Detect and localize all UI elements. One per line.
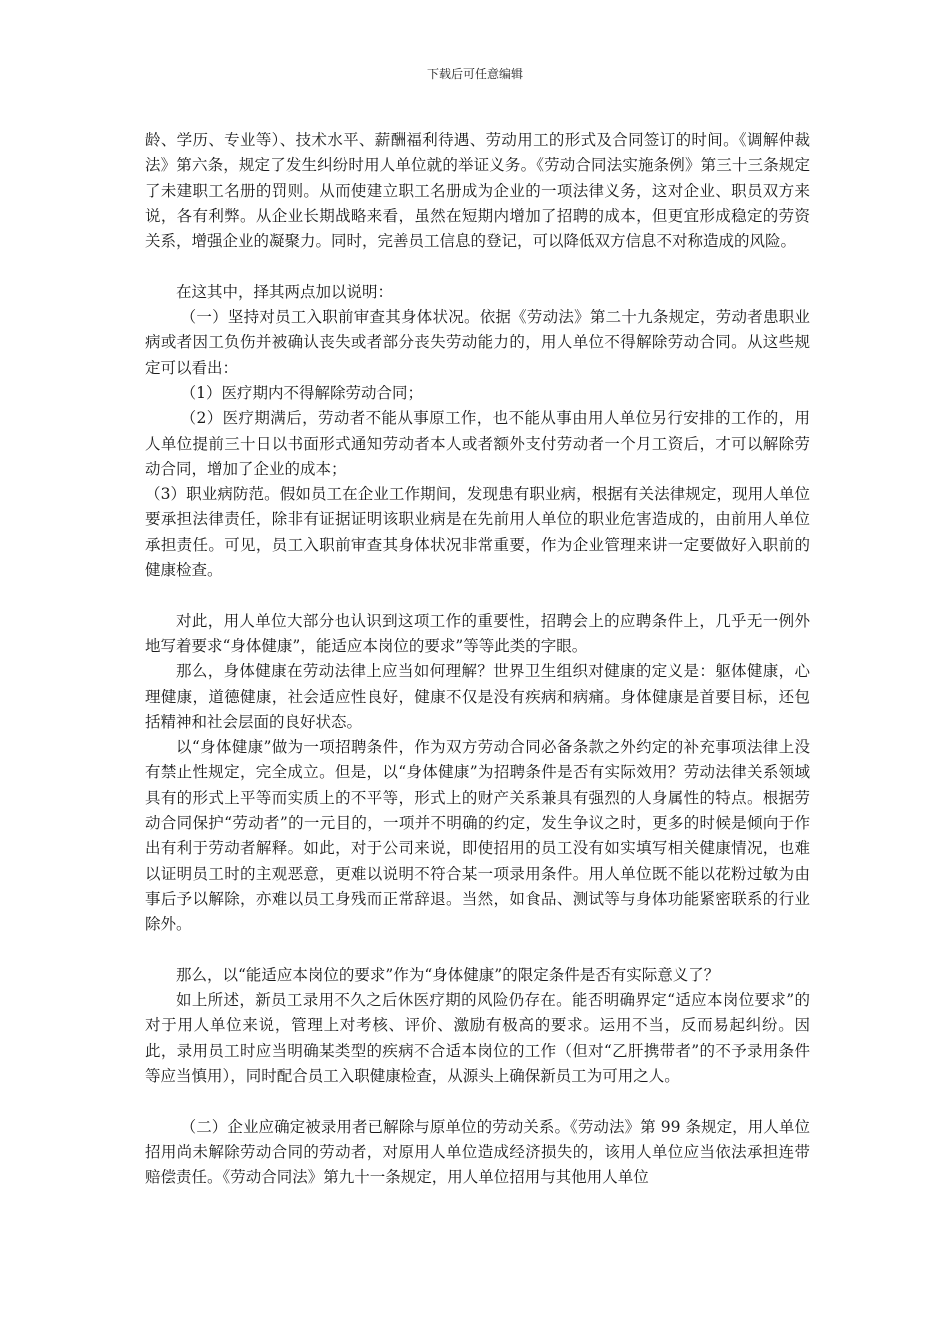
- paragraph-spacer: [145, 254, 810, 279]
- paragraph-spacer: [145, 938, 810, 963]
- paragraph-6: 以“身体健康”做为一项招聘条件，作为双方劳动合同必备条款之外约定的补充事项法律上没有禁止性规定，完全成立。但是，以“身体健康”为招聘条件是否有实际效用？劳动法律关系领域具有的形式上平等而实质上的不平等，形式上的财产关系兼具有强烈的人身属性的特点。根据劳动合同保护“劳动者”的一元目的，一项并不明确的约定，发生争议之时，更多的时候是倾向于作出有利于劳动者解释。如此，对于公司来说，即使招用的员工没有如实填写相关健康情况，也难以证明员工时的主观恶意，更难以说明不符合某一项录用条件。用人单位既不能以花粉过敏为由事后予以解除，亦难以员工身残而正常辞退。当然，如食品、测试等与身体功能紧密联系的行业除外。: [145, 738, 810, 934]
- paragraph-5: 那么，身体健康在劳动法律上应当如何理解？世界卫生组织对健康的定义是：躯体健康，心理健康，道德健康，社会适应性良好，健康不仅是没有疾病和病痛。身体健康是首要目标，还包括精神和社会层面的良好状态。: [145, 662, 810, 731]
- document-body: [145, 128, 810, 1190]
- paragraph-9: （二）企业应确定被录用者已解除与原单位的劳动关系。《劳动法》第 99 条规定，用人单位招用尚未解除劳动合同的劳动者，对原用人单位造成经济损失的，该用人单位应当依法承担连带赔偿责任。《劳动合同法》第九十一条规定，用人单位招用与其他用人单位: [145, 1117, 810, 1187]
- paragraph-7: 那么，以“能适应本岗位的要求”作为“身体健康”的限定条件是否有实际意义了？: [176, 965, 720, 984]
- paragraph-8: 如上所述，新员工录用不久之后休医疗期的风险仍存在。能否明确界定“适应本岗位要求”的对于用人单位来说，管理上对考核、评价、激励有极高的要求。运用不当，反而易起纠纷。因此，录用员工时应当明确某类型的疾病不合适本岗位的工作（但对“乙肝携带者”的不予录用条件等应当慎用），同时配合员工入职健康检查，从源头上确保新员工为可用之人。: [145, 991, 810, 1085]
- paragraph-2: 在这其中，择其两点加以说明：: [176, 282, 394, 301]
- paragraph-4: 对此，用人单位大部分也认识到这项工作的重要性，招聘会上的应聘条件上，几乎无一例外地写着要求“身体健康”，能适应本岗位的要求”等等此类的字眼。: [145, 611, 810, 655]
- paragraph-spacer: [145, 583, 810, 608]
- list-item-3: （3）职业病防范。假如员工在企业工作期间，发现患有职业病，根据有关法律规定，现用人单位要承担法律责任，除非有证据证明该职业病是在先前用人单位的职业危害造成的，由前用人单位承担责任。可见，员工入职前审查其身体状况非常重要，作为企业管理来讲一定要做好入职前的健康检查。: [145, 485, 810, 580]
- paragraph-1: 龄、学历、专业等）、技术水平、薪酬福利待遇、劳动用工的形式及合同签订的时间。《调解仲裁法》第六条，规定了发生纠纷时用人单位就的举证义务。《劳动合同法实施条例》第三十三条规定了未建职工名册的罚则。从而使建立职工名册成为企业的一项法律义务，这对企业、职员双方来说，各有利弊。从企业长期战略来看，虽然在短期内增加了招聘的成本，但更宜形成稳定的劳资关系，增强企业的凝聚力。同时，完善员工信息的登记，可以降低双方信息不对称造成的风险。: [145, 131, 810, 251]
- page-header: 下载后可任意编辑: [426, 67, 523, 81]
- paragraph-spacer: [145, 1089, 810, 1114]
- list-item-2: （2）医疗期满后，劳动者不能从事原工作，也不能从事由用人单位另行安排的工作的，用人单位提前三十日以书面形式通知劳动者本人或者额外支付劳动者一个月工资后，才可以解除劳动合同，增加了企业的成本；: [145, 409, 810, 478]
- paragraph-3: （一）坚持对员工入职前审查其身体状况。依据《劳动法》第二十九条规定，劳动者患职业病或者因工负伤并被确认丧失或者部分丧失劳动能力的，用人单位不得解除劳动合同。从这些规定可以看出：: [145, 308, 810, 377]
- list-item-1: （1）医疗期内不得解除劳动合同；: [180, 383, 424, 402]
